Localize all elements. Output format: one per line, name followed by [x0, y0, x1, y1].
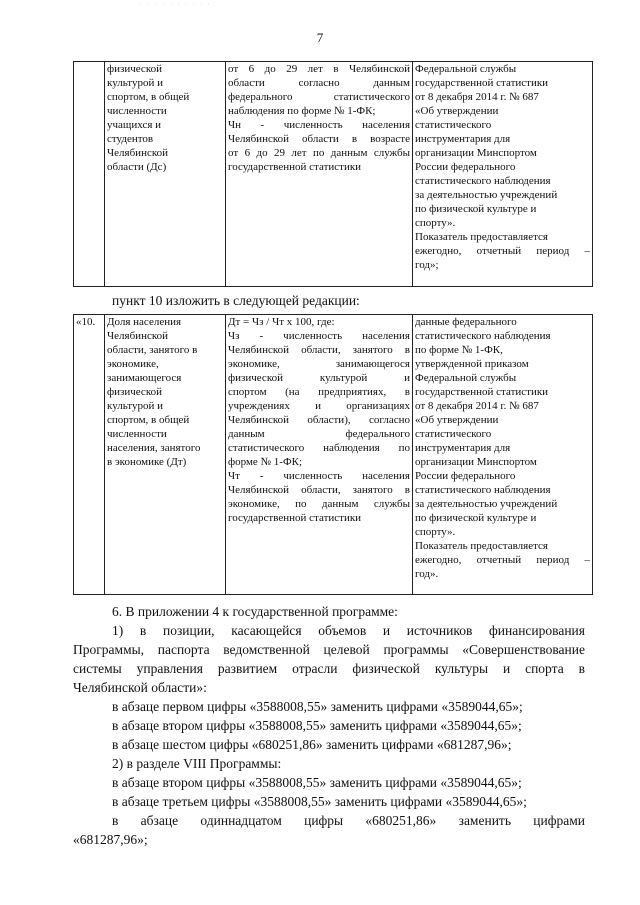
text-line: по физической культуре и — [415, 512, 537, 524]
text-line: области согласно данным — [228, 77, 410, 89]
row-number-cell: «10. — [74, 315, 105, 595]
text-line: данным федерального — [228, 428, 410, 440]
text-line: спортом, в общей — [107, 414, 190, 426]
text-line: наблюдения по форме № 1-ФК; — [228, 105, 376, 117]
text-line: в экономике (Дт) — [107, 456, 187, 468]
text-line: области (Дс) — [107, 161, 167, 173]
text-line: федерального статистического — [228, 91, 410, 103]
section6-heading: 6. В приложении 4 к государственной программе: — [112, 604, 398, 619]
text-line: статистического наблюдения — [415, 330, 551, 342]
table-row — [74, 62, 593, 287]
text-line: спорту». — [415, 526, 456, 538]
text-line: утвержденной приказом — [415, 358, 529, 370]
indicator-name-cell — [105, 62, 226, 287]
text-line: численности — [107, 105, 167, 117]
text-line: Челябинской области в возрасте — [228, 133, 410, 145]
text-line: учреждениях и организациях — [228, 400, 410, 412]
text-line: от 6 до 29 лет по данным службы — [228, 147, 410, 159]
text-line: области, занятого в — [107, 344, 198, 356]
text-line: культурой и — [107, 400, 163, 412]
body-line: в абзаце первом цифры «3588008,55» заменить цифрами «3589044,65»; — [112, 699, 523, 714]
text-line: организации Минспортом — [415, 456, 537, 468]
text-line: от 8 декабря 2014 г. № 687 — [415, 400, 539, 412]
body-line: 2) в разделе VIII Программы: — [112, 756, 282, 771]
body-line: в абзаце одиннадцатом цифры «680251,86» заменить цифрами — [112, 813, 585, 828]
text-line: России федерального — [415, 161, 516, 173]
text-line: Доля населения — [107, 316, 182, 328]
text-line: спортом (на предприятиях, в — [228, 386, 410, 398]
text-line: России федерального — [415, 470, 516, 482]
text-line: по физической культуре и — [415, 203, 537, 215]
text-line: Чн - численность населения — [228, 119, 410, 131]
text-line: Чт - численность населения — [228, 470, 410, 482]
indicator-name-cell — [105, 315, 226, 595]
body-line: системы управления развитием отрасли физической культуры и спорта в — [73, 661, 585, 676]
text-line: статистического — [415, 119, 492, 131]
text-line: Челябинской — [107, 147, 169, 159]
text-line: Чз - численность населения — [228, 330, 410, 342]
text-line: учащихся и — [107, 119, 162, 131]
text-line: Федеральной службы — [415, 63, 517, 75]
formula-cell — [226, 315, 413, 595]
text-line: Федеральной службы — [415, 372, 517, 384]
text-line: статистического наблюдения — [415, 175, 551, 187]
text-line: Показатель предоставляется — [415, 231, 548, 243]
text-line: статистического — [415, 428, 492, 440]
text-line: Челябинской области), согласно — [228, 414, 410, 426]
text-line: занимающегося — [107, 372, 182, 384]
text-line: «Об утверждении — [415, 105, 499, 117]
text-line: статистического наблюдения — [415, 484, 551, 496]
text-line: «Об утверждении — [415, 414, 499, 426]
text-line: государственной статистики — [228, 161, 362, 173]
text-line: инструментария для — [415, 442, 511, 454]
table-row — [74, 315, 593, 595]
row-number-cell — [74, 62, 105, 287]
text-line: экономике, занимающегося — [228, 358, 410, 370]
page-number: 7 — [316, 30, 324, 45]
text-line: экономике, — [107, 358, 159, 370]
text-line: ежегодно, отчетный период – — [415, 245, 590, 257]
text-line: по форме № 1-ФК, — [415, 344, 503, 356]
text-line: от 8 декабря 2014 г. № 687 — [415, 91, 539, 103]
body-line: «681287,96»; — [73, 832, 148, 847]
text-line: физической — [107, 386, 162, 398]
text-line: государственной статистики — [415, 386, 549, 398]
text-line: государственной статистики — [415, 77, 549, 89]
text-line: Челябинской области, занятого в — [228, 344, 410, 356]
text-line: год»; — [415, 259, 439, 271]
text-line: ежегодно, отчетный период – — [415, 554, 590, 566]
text-line: от 6 до 29 лет в Челябинской — [228, 63, 410, 75]
text-line: экономике, по данным службы — [228, 498, 410, 510]
body-line: в абзаце шестом цифры «680251,86» заменить цифрами «681287,96»; — [112, 737, 512, 752]
text-line: данные федерального — [415, 316, 517, 328]
text-line: физической — [107, 63, 162, 75]
text-line: инструментария для — [415, 133, 511, 145]
text-line: студентов — [107, 133, 154, 145]
text-line: статистического наблюдения по — [228, 442, 410, 454]
text-line: культурой и — [107, 77, 163, 89]
body-line: Челябинской области»: — [73, 680, 207, 695]
text-line: спортом, в общей — [107, 91, 190, 103]
text-line: Челябинской — [107, 330, 169, 342]
source-cell — [413, 62, 593, 287]
text-line: Показатель предоставляется — [415, 540, 548, 552]
text-line: за деятельностью учреждений — [415, 189, 558, 201]
indicator-table-continued — [73, 61, 593, 287]
formula-cell — [226, 62, 413, 287]
scan-header-marks: · · · · · · · · · · — [140, 2, 212, 8]
source-cell — [413, 315, 593, 595]
text-line: форме № 1-ФК; — [228, 456, 303, 468]
body-line: 1) в позиции, касающейся объемов и источников финансирования — [112, 623, 585, 638]
indicator-table-new — [73, 314, 593, 595]
body-line: Программы, паспорта ведомственной целевой программы «Совершенствование — [73, 642, 585, 657]
text-line: физической культурой и — [228, 372, 410, 384]
text-line: численности — [107, 428, 167, 440]
text-line: организации Минспортом — [415, 147, 537, 159]
text-line: населения, занятого — [107, 442, 201, 454]
text-line: за деятельностью учреждений — [415, 498, 558, 510]
punkt10-instruction: пункт 10 изложить в следующей редакции: — [112, 293, 360, 308]
body-line: в абзаце втором цифры «3588008,55» заменить цифрами «3589044,65»; — [112, 718, 522, 733]
body-line: в абзаце третьем цифры «3588008,55» заменить цифрами «3589044,65»; — [112, 794, 527, 809]
text-line: Челябинской области, занятого в — [228, 484, 410, 496]
text-line: спорту». — [415, 217, 456, 229]
text-line: Дт = Чз / Чт x 100, где: — [228, 316, 335, 328]
text-line: государственной статистики — [228, 512, 362, 524]
text-line: год». — [415, 568, 439, 580]
body-line: в абзаце втором цифры «3588008,55» заменить цифрами «3589044,65»; — [112, 775, 522, 790]
